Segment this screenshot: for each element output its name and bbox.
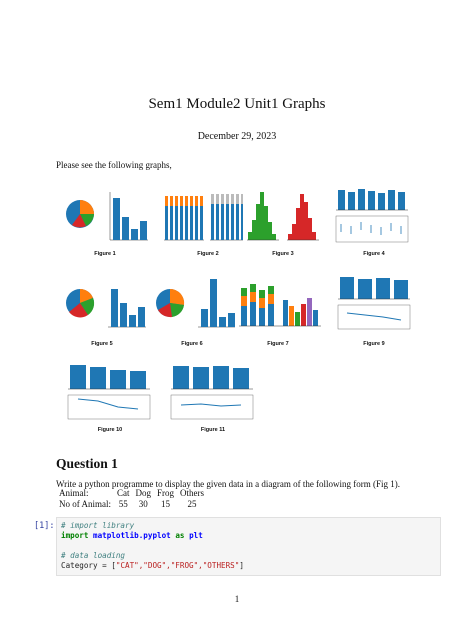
code-cell-prompt: [1]: [34,521,55,531]
figure-5-caption: Figure 5 [91,341,113,347]
page-number: 1 [234,594,240,604]
code-line-4: Category = ["CAT","DOG","FROG","OTHERS"] [61,561,244,570]
code-line-2: import matplotlib.pyplot as plt [61,531,203,540]
table-cell: Others [180,488,205,498]
figure-4-thumbnail [330,180,418,248]
figure-3-thumbnail [243,180,325,248]
figure-1-thumbnail [60,180,150,248]
table-cell: Animal: [59,488,89,498]
doc-date: December 29, 2023 [197,131,277,142]
figure-9-caption: Figure 9 [363,341,385,347]
code-line-1: # import library [61,521,135,530]
figure-5-thumbnail [60,265,148,337]
table-row [56,499,207,510]
figure-10-caption: Figure 10 [97,427,123,433]
table-row [56,488,207,499]
code-cell[interactable] [56,517,441,576]
figure-2-thumbnail [160,180,255,248]
table-cell: Dog [135,488,151,498]
table-cell: Cat [117,488,130,498]
code-line-blank [61,541,436,551]
figure-3-caption: Figure 3 [272,251,294,257]
table-cell: 55 [118,499,128,509]
figure-6-thumbnail [150,265,238,337]
question-text: Write a python programme to display the given data in a diagram of the following form (Fig 1). [56,479,401,489]
doc-title: Sem1 Module2 Unit1 Graphs [148,96,326,112]
table-cell: 15 [161,499,170,509]
table-cell: 30 [138,499,148,509]
animal-data-table [56,488,207,510]
figure-7-thumbnail [235,262,323,338]
table-cell: Frog [157,488,175,498]
code-line-3: # data loading [61,551,126,560]
figure-11-thumbnail [163,355,263,427]
table-cell: 25 [187,499,197,509]
figure-1-caption: Figure 1 [94,251,116,257]
intro-text: Please see the following graphs, [56,160,172,170]
figure-11-caption: Figure 11 [200,427,226,433]
figure-10-thumbnail [60,355,160,427]
figure-9-thumbnail [330,265,418,337]
figure-6-caption: Figure 6 [181,341,203,347]
figure-2-caption: Figure 2 [197,251,219,257]
figure-7-caption: Figure 7 [267,341,289,347]
table-cell: No of Animal: [59,499,111,509]
figure-4-caption: Figure 4 [363,251,385,257]
question-heading: Question 1 [56,456,118,471]
